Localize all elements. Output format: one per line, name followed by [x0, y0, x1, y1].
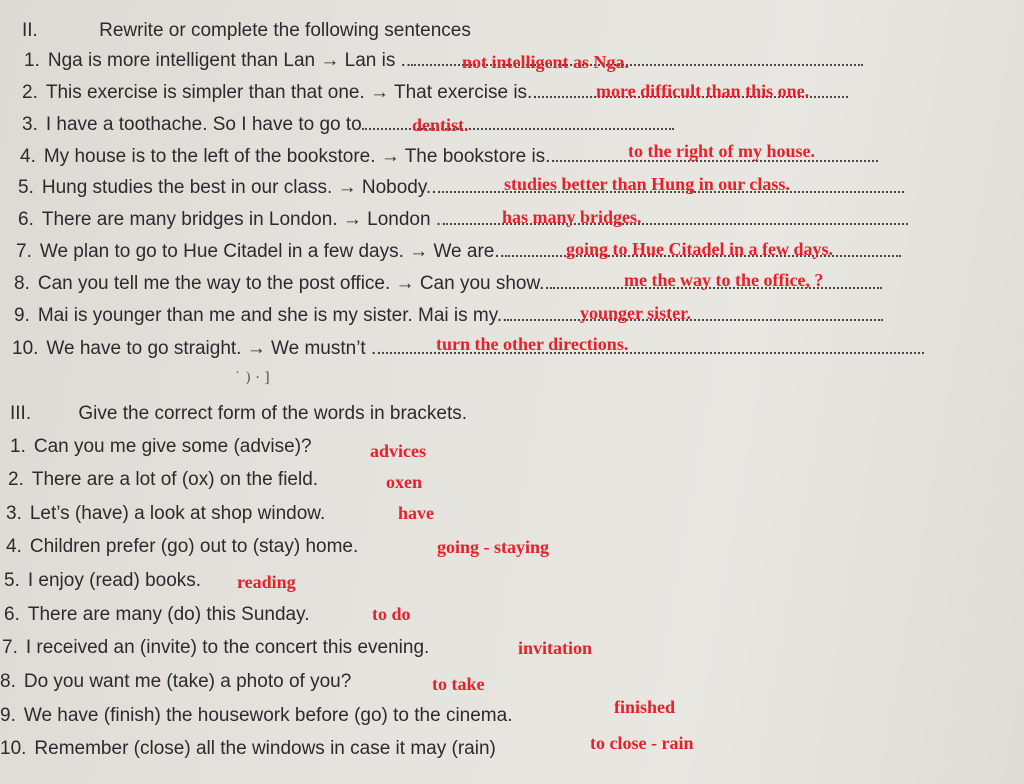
- s2-item-9: [14, 305, 883, 327]
- s3-answer-10: to close - rain: [590, 733, 694, 753]
- s2-answer-2: more difficult than this one.: [596, 81, 810, 101]
- s3-answer-7: invitation: [518, 638, 593, 658]
- item-number: 8.: [0, 671, 16, 692]
- s3-answer-1: advices: [370, 441, 426, 461]
- pencil-scribble: ˙ ) · ]: [234, 370, 270, 386]
- s3-item-9: [0, 705, 512, 727]
- s2-answer-3: dentist.: [412, 115, 469, 135]
- s3-answer-3: have: [398, 503, 434, 523]
- item-number: 7.: [16, 241, 32, 262]
- item-question: We plan to go to Hue Citadel in a few days. → We are..: [39, 241, 505, 262]
- s2-answer-4: to the right of my house.: [628, 141, 815, 161]
- s3-answer-8: to take: [432, 674, 485, 694]
- item-number: 10.: [12, 338, 39, 359]
- s3-answer-4: going - staying: [437, 537, 550, 557]
- s3-item-1: [10, 436, 312, 458]
- item-question: Do you want me (take) a photo of you?: [23, 671, 352, 692]
- item-question: Remember (close) all the windows in case it may (rain): [34, 738, 496, 759]
- item-number: 1.: [10, 436, 26, 457]
- section-3-number: III.: [10, 403, 32, 424]
- item-number: 2.: [8, 469, 24, 490]
- item-number: 4.: [20, 146, 36, 167]
- item-question: There are many bridges in London. → London ..: [41, 209, 447, 230]
- item-number: 9.: [14, 305, 30, 326]
- item-question: Can you tell me the way to the post office. → Can you show..: [37, 273, 550, 294]
- s2-answer-1: not intelligent as Nga.: [462, 52, 630, 72]
- item-question: This exercise is simpler than that one. → That exercise is..: [45, 82, 538, 103]
- section-2-number: II.: [22, 20, 38, 41]
- section-3-title: Give the correct form of the words in brackets.: [78, 403, 467, 424]
- item-number: 3.: [6, 503, 22, 524]
- item-number: 9.: [0, 705, 16, 726]
- item-number: 7.: [2, 637, 18, 658]
- item-question: There are many (do) this Sunday.: [27, 604, 310, 625]
- item-question: Nga is more intelligent than Lan → Lan is ..: [47, 50, 412, 71]
- item-question: Can you me give some (advise)?: [33, 436, 312, 457]
- section-2-title: Rewrite or complete the following sentences: [99, 20, 471, 41]
- item-number: 5.: [18, 177, 34, 198]
- s2-item-1: [24, 50, 863, 72]
- item-number: 3.: [22, 114, 38, 135]
- item-question: There are a lot of (ox) on the field.: [31, 469, 319, 490]
- item-question: My house is to the left of the bookstore. → The bookstore is..: [43, 146, 556, 167]
- s3-item-4: [6, 536, 358, 558]
- answer-blank: [507, 305, 883, 321]
- s2-answer-10: turn the other directions.: [436, 334, 629, 354]
- item-question: I received an (invite) to the concert this evening.: [25, 637, 430, 658]
- item-number: 5.: [4, 570, 20, 591]
- s3-item-8: [0, 671, 351, 693]
- s3-answer-9: finished: [614, 697, 676, 717]
- item-question: We have (finish) the housework before (go) to the cinema.: [23, 705, 513, 726]
- s3-answer-5: reading: [237, 572, 296, 592]
- s2-answer-5: studies better than Hung in our class.: [504, 174, 790, 194]
- item-number: 8.: [14, 273, 30, 294]
- item-question: Hung studies the best in our class. → Nobody...: [41, 177, 442, 198]
- answer-blank: [362, 114, 674, 130]
- section-2-heading: [22, 20, 471, 42]
- item-question: I enjoy (read) books.: [27, 570, 202, 591]
- item-question: Mai is younger than me and she is my sister. Mai is my..: [37, 305, 508, 326]
- item-number: 6.: [18, 209, 34, 230]
- item-number: 6.: [4, 604, 20, 625]
- item-number: 10.: [0, 738, 27, 759]
- s3-item-7: [2, 637, 429, 659]
- s3-item-5: [4, 570, 201, 592]
- s3-item-3: [6, 503, 325, 525]
- item-number: 1.: [24, 50, 40, 71]
- s3-answer-2: oxen: [386, 472, 422, 492]
- s2-answer-6: has many bridges.: [502, 207, 642, 227]
- item-question: I have a toothache. So I have to go to: [45, 114, 362, 135]
- s2-answer-9: younger sister.: [580, 303, 692, 323]
- s3-item-6: [4, 604, 309, 626]
- item-question: We have to go straight. → We mustn’t ..: [46, 338, 382, 359]
- section-3-heading: [10, 403, 467, 425]
- s2-answer-7: going to Hue Citadel in a few days.: [566, 239, 834, 259]
- s3-item-10: [0, 738, 496, 760]
- item-question: Children prefer (go) out to (stay) home.: [29, 536, 359, 557]
- s2-item-6: [18, 209, 908, 231]
- s2-answer-8: me the way to the office, ?: [624, 270, 824, 290]
- s3-answer-6: to do: [372, 604, 411, 624]
- item-number: 4.: [6, 536, 22, 557]
- s3-item-2: [8, 469, 318, 491]
- item-question: Let’s (have) a look at shop window.: [29, 503, 326, 524]
- s2-item-3: [22, 114, 674, 136]
- item-number: 2.: [22, 82, 38, 103]
